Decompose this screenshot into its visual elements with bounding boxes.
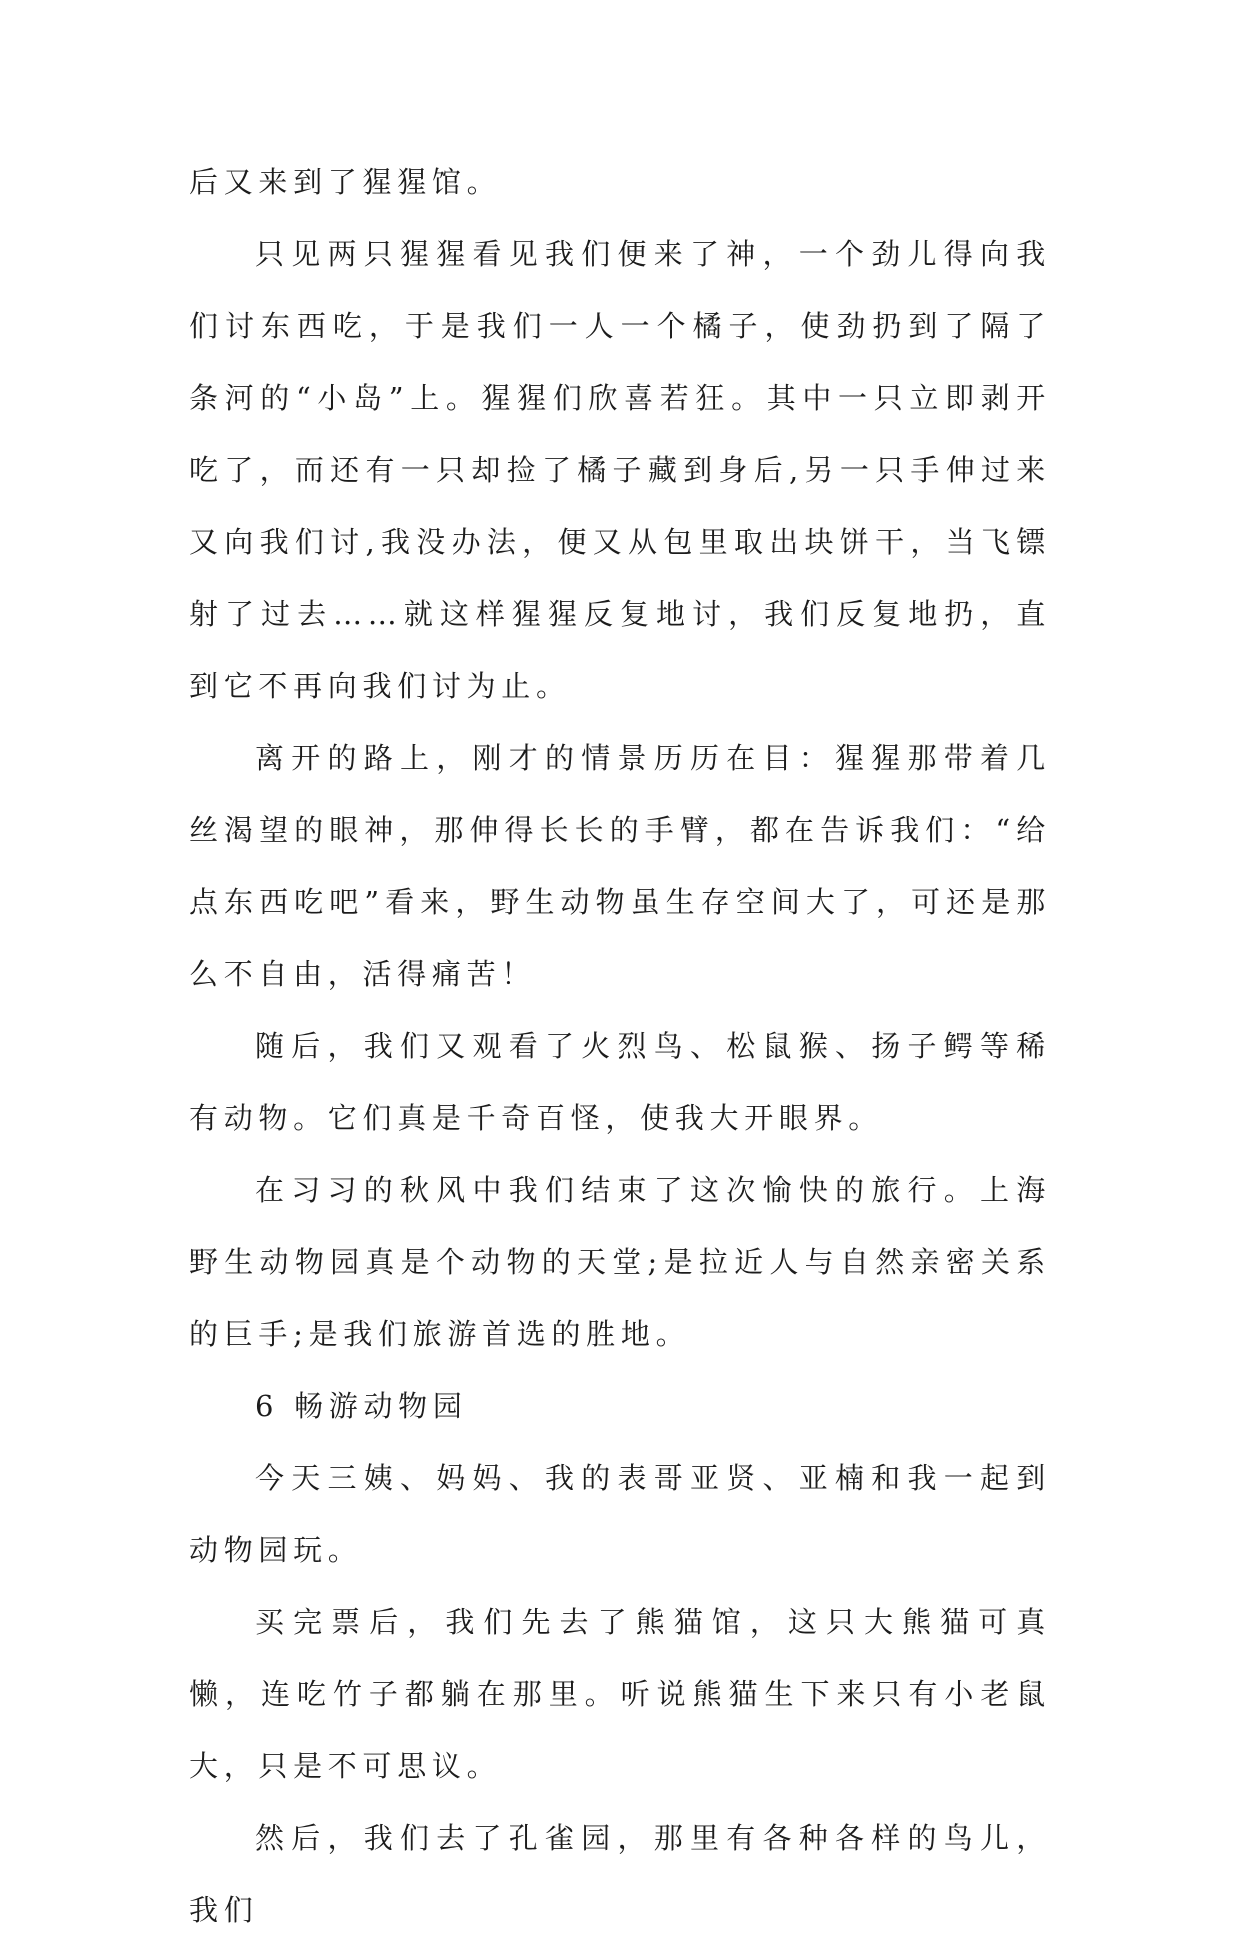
paragraph-1: 后又来到了猩猩馆。 [189, 165, 502, 199]
paragraph-2: 只见两只猩猩看见我们便来了神，一个劲儿得向我们讨东西吃，于是我们一人一个橘子，使劲扔到了隔了条河的“小岛”上。猩猩们欣喜若狂。其中一只立即剥开吃了，而还有一只却捡了橘子藏到身后,另一只手伸过来又向我们讨,我没办法，便又从包里取出块饼干，当飞镖射了过去……就这样猩猩反复地讨，我们反复地扔，直到它不再向我们讨为止。 [189, 237, 1051, 703]
paragraph-4: 随后，我们又观看了火烈鸟、松鼠猴、扬子鳄等稀有动物。它们真是千奇百怪，使我大开眼界。 [189, 1029, 1051, 1135]
paragraph-7: 今天三姨、妈妈、我的表哥亚贤、亚楠和我一起到动物园玩。 [189, 1461, 1051, 1567]
paragraph-3: 离开的路上，刚才的情景历历在目：猩猩那带着几丝渴望的眼神，那伸得长长的手臂，都在告诉我们：“给点东西吃吧”看来，野生动物虽生存空间大了，可还是那么不自由，活得痛苦！ [189, 741, 1051, 991]
document-page [189, 146, 1051, 1927]
paragraph-9: 然后，我们去了孔雀园，那里有各种各样的鸟儿，我们 [189, 1821, 1051, 1927]
paragraph-5: 在习习的秋风中我们结束了这次愉快的旅行。上海野生动物园真是个动物的天堂;是拉近人与自然亲密关系的巨手;是我们旅游首选的胜地。 [189, 1173, 1051, 1351]
section-heading: 6 畅游动物园 [255, 1389, 468, 1423]
paragraph-8: 买完票后，我们先去了熊猫馆，这只大熊猫可真懒，连吃竹子都躺在那里。听说熊猫生下来只有小老鼠大，只是不可思议。 [189, 1605, 1051, 1783]
